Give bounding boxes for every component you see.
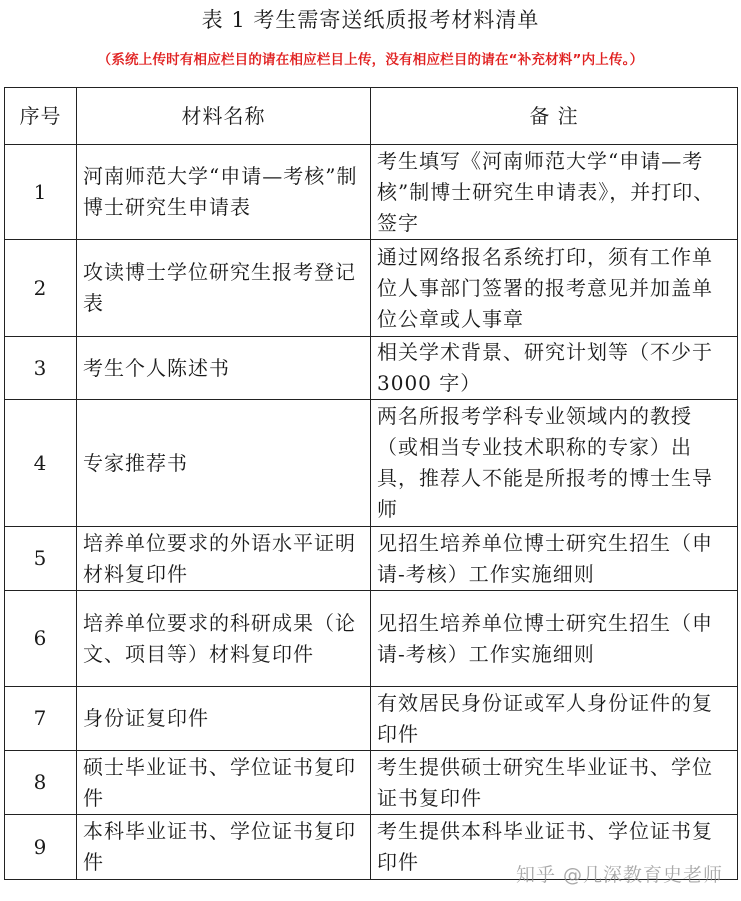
table-row (5, 687, 738, 751)
table-row (5, 751, 738, 815)
material-remark: 见招生培养单位博士研究生招生（申请-考核）工作实施细则 (371, 591, 738, 687)
table-row (5, 337, 738, 400)
material-name: 培养单位要求的科研成果（论文、项目等）材料复印件 (77, 591, 371, 687)
material-remark: 相关学术背景、研究计划等（不少于 3000 字） (371, 337, 738, 400)
material-remark: 考生提供硕士研究生毕业证书、学位证书复印件 (371, 751, 738, 815)
zhihu-watermark: 知乎 @几深教育史老师 (515, 864, 723, 886)
row-number: 4 (5, 400, 77, 527)
material-name: 本科毕业证书、学位证书复印件 (77, 815, 371, 880)
material-name: 河南师范大学“申请—考核”制博士研究生申请表 (77, 145, 371, 240)
table-row (5, 591, 738, 687)
material-remark: 通过网络报名系统打印，须有工作单位人事部门签署的报考意见并加盖单位公章或人事章 (371, 240, 738, 337)
material-name: 考生个人陈述书 (77, 337, 371, 400)
row-number: 8 (5, 751, 77, 815)
material-name: 硕士毕业证书、学位证书复印件 (77, 751, 371, 815)
table-row (5, 527, 738, 591)
material-remark: 考生提供本科毕业证书、学位证书复印件 (371, 815, 738, 880)
table-header-row (5, 88, 738, 145)
row-number: 5 (5, 527, 77, 591)
upload-instruction-note: （系统上传时有相应栏目的请在相应栏目上传，没有相应栏目的请在“补充材料”内上传。） (97, 52, 644, 68)
table-row (5, 145, 738, 240)
material-remark: 考生填写《河南师范大学“申请—考核”制博士研究生申请表》，并打印、签字 (371, 145, 738, 240)
row-number: 2 (5, 240, 77, 337)
material-remark: 两名所报考学科专业领域内的教授（或相当专业技术职称的专家）出具，推荐人不能是所报考的博士生导师 (371, 400, 738, 527)
row-number: 9 (5, 815, 77, 880)
material-name: 身份证复印件 (77, 687, 371, 751)
table-row (5, 240, 738, 337)
document-title: 表 1 考生需寄送纸质报考材料清单 (201, 8, 540, 32)
material-name: 培养单位要求的外语水平证明材料复印件 (77, 527, 371, 591)
material-remark: 见招生培养单位博士研究生招生（申请-考核）工作实施细则 (371, 527, 738, 591)
header-material-name: 材料名称 (77, 88, 371, 145)
row-number: 3 (5, 337, 77, 400)
header-number: 序号 (5, 88, 77, 145)
materials-table (4, 87, 738, 880)
row-number: 1 (5, 145, 77, 240)
header-remarks: 备 注 (371, 88, 738, 145)
table-row (5, 400, 738, 527)
material-name: 专家推荐书 (77, 400, 371, 527)
material-remark: 有效居民身份证或军人身份证件的复印件 (371, 687, 738, 751)
row-number: 7 (5, 687, 77, 751)
material-name: 攻读博士学位研究生报考登记表 (77, 240, 371, 337)
row-number: 6 (5, 591, 77, 687)
